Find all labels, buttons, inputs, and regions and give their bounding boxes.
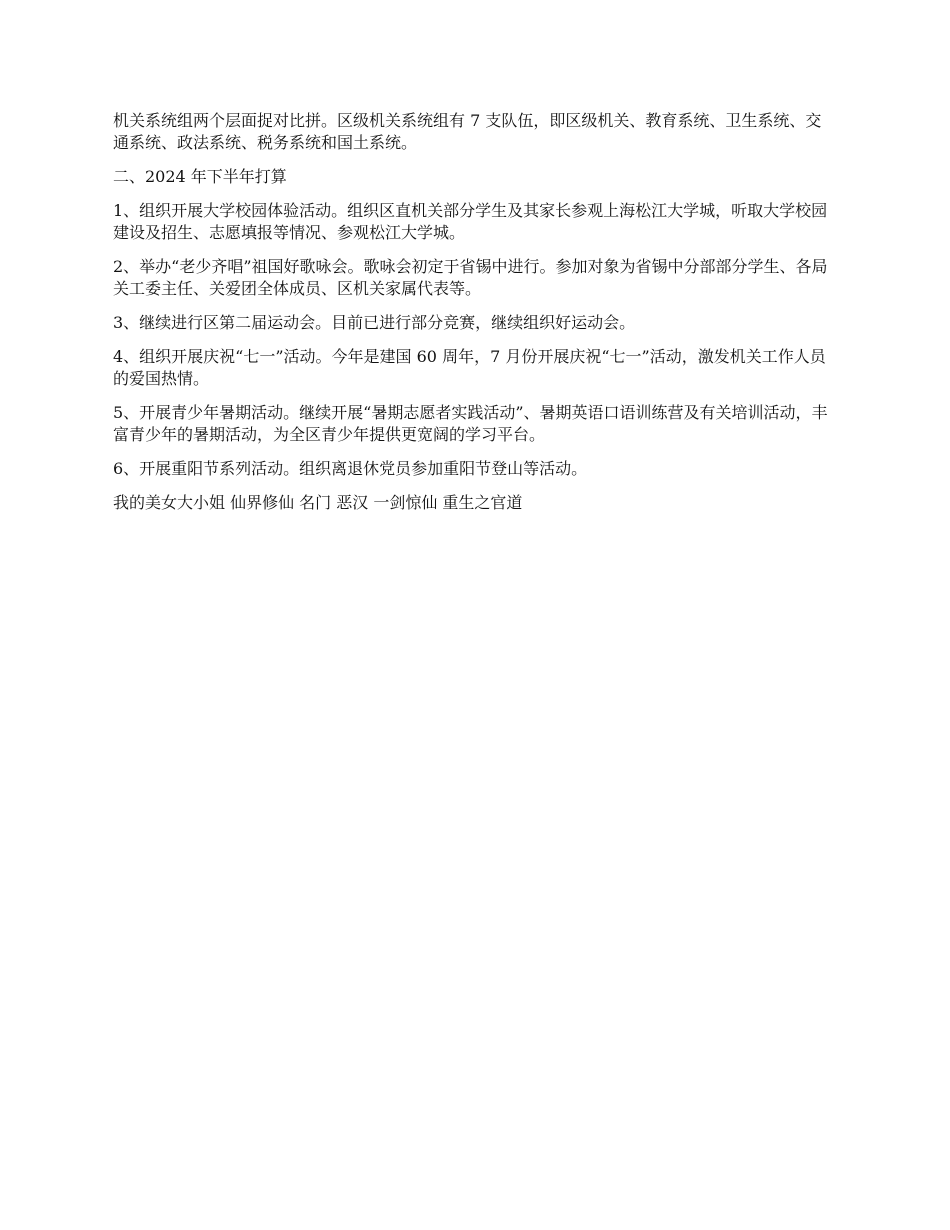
footer-links-text: 我的美女大小姐 仙界修仙 名门 恶汉 一剑惊仙 重生之官道 <box>113 493 523 512</box>
section-heading: 二、2024 年下半年打算 <box>113 167 287 186</box>
paragraph-item-3: 3、继续进行区第二届运动会。目前已进行部分竞赛，继续组织好运动会。 <box>113 313 636 332</box>
paragraph-item-4: 4、组织开展庆祝“七一”活动。今年是建国 60 周年，7 月份开展庆祝“七一”活动，激发机关工作人员的爱国热情。 <box>113 347 826 388</box>
paragraph-item-6: 6、开展重阳节系列活动。组织离退休党员参加重阳节登山等活动。 <box>113 459 588 478</box>
document-body <box>113 110 837 526</box>
paragraph-item-2: 2、举办“老少齐唱”祖国好歌咏会。歌咏会初定于省锡中进行。参加对象为省锡中分部部分学生、各局关工委主任、关爱团全体成员、区机关家属代表等。 <box>113 257 828 298</box>
paragraph-intro: 机关系统组两个层面捉对比拼。区级机关系统组有 7 支队伍，即区级机关、教育系统、卫生系统、交通系统、政法系统、税务系统和国土系统。 <box>113 111 822 152</box>
paragraph-item-5: 5、开展青少年暑期活动。继续开展“暑期志愿者实践活动”、暑期英语口语训练营及有关培训活动，丰富青少年的暑期活动，为全区青少年提供更宽阔的学习平台。 <box>113 403 828 444</box>
paragraph-item-1: 1、组织开展大学校园体验活动。组织区直机关部分学生及其家长参观上海松江大学城，听取大学校园建设及招生、志愿填报等情况、参观松江大学城。 <box>113 201 828 242</box>
